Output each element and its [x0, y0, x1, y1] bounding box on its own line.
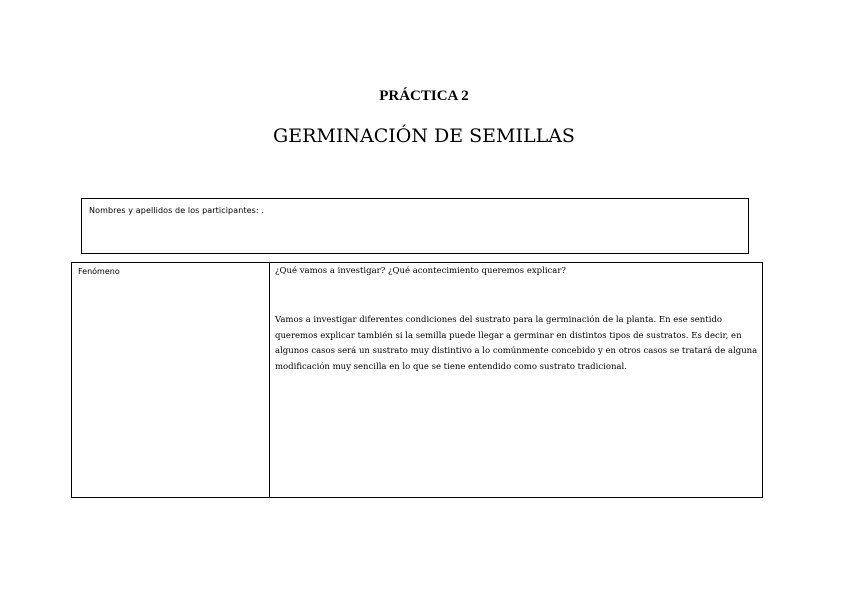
phenomenon-label: Fenómeno: [78, 267, 120, 276]
document-title: GERMINACIÓN DE SEMILLAS: [273, 125, 575, 147]
investigation-question: ¿Qué vamos a investigar? ¿Qué acontecimiento queremos explicar?: [275, 266, 566, 276]
participants-box: [81, 198, 749, 254]
phenomenon-table: [71, 262, 763, 498]
participants-label: Nombres y apellidos de los participantes: .: [89, 206, 265, 215]
investigation-paragraph: Vamos a investigar diferentes condiciones del sustrato para la germinación de la planta. En ese sentido queremos explicar también si la semilla puede llegar a germinar en distintos tipos de sustratos. Es decir, en algunos casos será un sustrato muy distintivo a lo comúnmente concebido y en otros casos se tratará de alguna modificación muy sencilla en lo que se tiene entendido como sustrato tradicional.: [275, 315, 758, 372]
investigation-column: [270, 263, 762, 497]
practice-heading: PRÁCTICA 2: [379, 88, 469, 104]
phenomenon-column: [72, 263, 270, 497]
investigation-description: [275, 313, 760, 375]
